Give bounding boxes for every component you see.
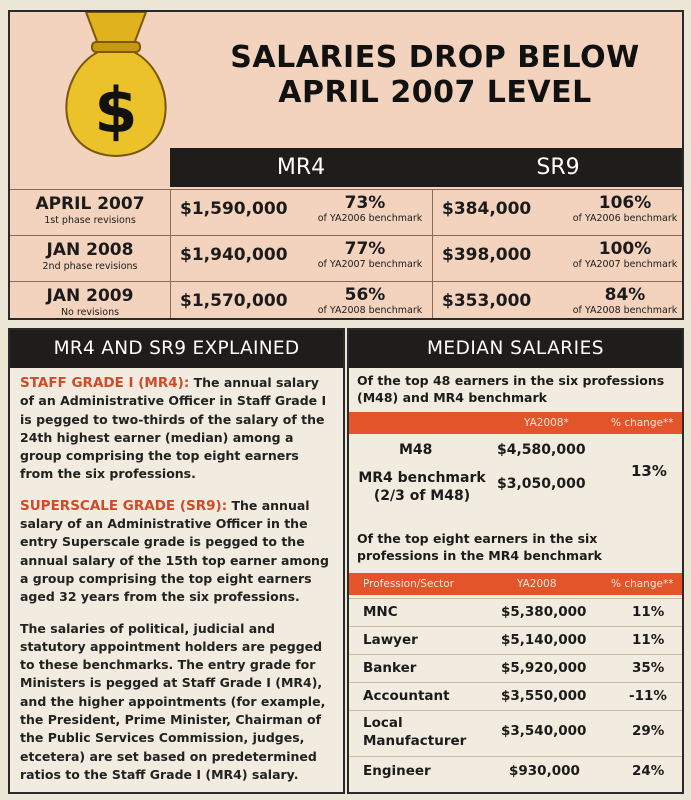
profession-change: 29% [632,723,665,739]
sr9-percent: 84% [604,285,646,305]
benchmark-row [349,462,684,510]
mr4-benchmark: of YA2008 benchmark [317,305,423,316]
profession-change: -11% [629,688,667,704]
table-row [349,654,684,682]
profession-name: Engineer [363,763,431,779]
mr4-benchmark: of YA2006 benchmark [317,213,423,224]
year-header: YA2008* [524,417,569,429]
mr4-text: The annual salary of an Administrative Officer in Staff Grade I is pegged to two-thirds of the salary of the 24th highest earner (median) among a group comprising the top eight earners from the six professions. [20,375,327,482]
comparison-row [10,235,684,279]
column-sr9: SR9 [536,155,580,180]
appointments-paragraph: The salaries of political, judicial and statutory appointment holders are pegged to these benchmarks. The entry grade for Ministers is pegged at Staff Grade I (MR4), and the higher appointments (for example, the President, Prime Minister, Chairman of the Public Services Commission, judges, etcetera) are set based on predetermined ratios to the Staff Grade I (MR4) salary. [20,620,326,782]
bag-dollar-sign: $ [94,74,138,147]
mr4-percent: 56% [344,285,386,305]
benchmark-sub: (2/3 of M48) [373,488,471,504]
mr4-amount: $1,590,000 [180,199,288,219]
explained-title: MR4 AND SR9 EXPLAINED [10,330,343,368]
profession-table-header [349,573,684,595]
change-header: % change** [611,578,674,590]
period-label: JAN 2009 [46,286,134,306]
year-header: YA2008 [517,578,557,590]
comparison-panel [8,10,684,320]
change-header: % change** [611,417,674,429]
sr9-percent: 100% [598,239,652,259]
headline-line-1: SALARIES DROP BELOW [230,40,640,75]
m48-table-header [349,412,684,434]
benchmark-value: $3,050,000 [497,476,586,492]
period-note: No revisions [60,307,120,318]
comparison-header [170,148,684,187]
mr4-benchmark: of YA2007 benchmark [317,259,423,270]
period-label: APRIL 2007 [35,194,145,214]
profession-value: $5,920,000 [501,660,587,676]
m48-value: $4,580,000 [497,442,586,458]
comparison-row [10,189,684,233]
top8-intro: Of the top eight earners in the six professions in the MR4 benchmark [357,531,602,563]
table-row [349,626,684,654]
sr9-benchmark: of YA2008 benchmark [572,305,678,316]
profession-value: $930,000 [509,763,580,779]
period-label: JAN 2008 [46,240,134,260]
median-salaries-panel [347,328,684,794]
profession-name: Lawyer [363,632,418,648]
profession-change: 11% [632,632,665,648]
mr4-paragraph [20,374,335,484]
sr9-amount: $398,000 [442,245,532,265]
mr4-percent: 77% [344,239,386,259]
benchmark-label: MR4 benchmark [358,470,486,486]
comparison-row [10,281,684,320]
sr9-amount: $353,000 [442,291,532,311]
mr4-percent: 73% [344,193,386,213]
explained-body [10,368,343,784]
profession-value: $5,380,000 [501,604,587,620]
profession-value: $3,540,000 [501,723,587,739]
sr9-paragraph [20,497,335,607]
mr4-amount: $1,940,000 [180,245,288,265]
explained-panel [8,328,345,794]
m48-intro: Of the top 48 earners in the six professions (M48) and MR4 benchmark [357,373,665,405]
column-mr4: MR4 [276,155,326,180]
profession-value: $5,140,000 [501,632,587,648]
profession-name: Banker [363,660,417,676]
period-note: 1st phase revisions [44,215,136,226]
table-row [349,682,684,710]
profession-change: 11% [632,604,665,620]
m48-label: M48 [399,442,433,458]
sr9-text: The annual salary of an Administrative Officer in the entry Superscale grade is pegged to the annual salary of the 15th top earner among a group comprising the top eight earners aged 32 years from the six professions. [20,497,329,605]
headline-line-2: APRIL 2007 LEVEL [278,75,592,110]
sr9-term: SUPERSCALE GRADE (SR9): [20,497,228,514]
period-note: 2nd phase revisions [42,261,138,272]
mr4-term: STAFF GRADE I (MR4): [20,375,190,391]
sr9-amount: $384,000 [442,199,532,219]
profession-header: Profession/Sector [363,578,455,590]
profession-name-line2: Manufacturer [363,733,467,749]
mr4-amount: $1,570,000 [180,291,288,311]
median-title: MEDIAN SALARIES [349,330,682,368]
sr9-benchmark: of YA2007 benchmark [572,259,678,270]
table-row [349,756,684,784]
profession-name: Local [363,715,403,731]
profession-name: MNC [363,604,398,620]
profession-name: Accountant [363,688,450,704]
headline [195,40,675,110]
profession-value: $3,550,000 [501,688,587,704]
table-row [349,598,684,626]
sr9-percent: 106% [598,193,652,213]
sr9-benchmark: of YA2006 benchmark [572,213,678,224]
profession-change: 24% [632,763,665,779]
table-row [349,710,684,756]
benchmark-change: 13% [631,462,667,480]
money-bag-icon [46,10,186,164]
profession-change: 35% [632,660,665,676]
